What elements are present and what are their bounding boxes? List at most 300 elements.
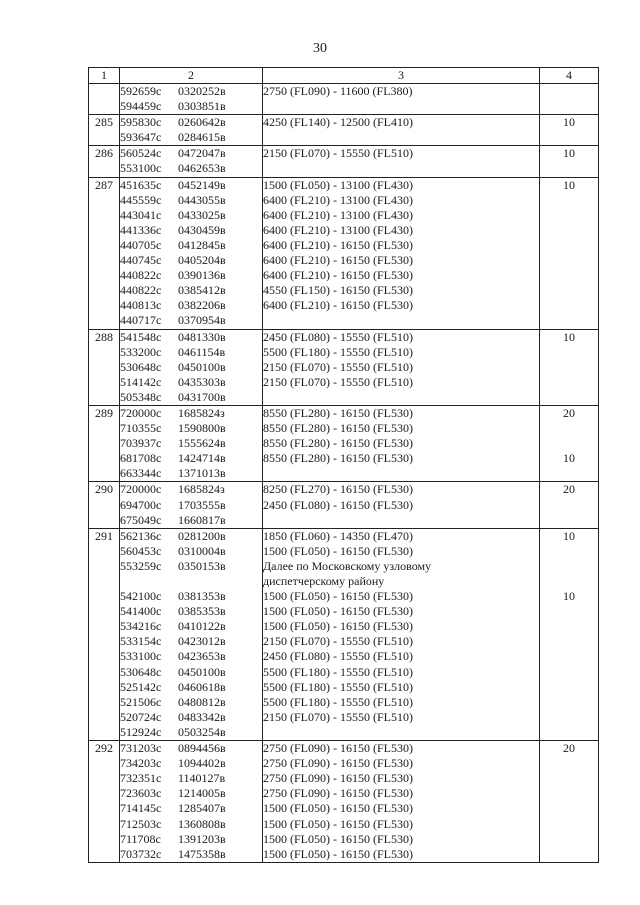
longitude: 0460618в [178,679,226,694]
coordinate-pair [120,786,262,801]
altitude-range: 1500 (FL050) - 16150 (FL530) [263,831,413,846]
altitude-range: 2450 (FL080) - 15550 (FL510) [263,329,413,344]
altitude-range: 5500 (FL180) - 15550 (FL510) [263,694,413,709]
altitude-range [263,130,539,145]
header-col-4: 4 [540,68,599,84]
latitude: 681708с [120,451,162,466]
value-text [540,84,598,99]
coordinate-pair [120,360,262,375]
coordinate-pair [120,193,262,208]
longitude: 0433025в [178,207,226,222]
latitude: 712503с [120,816,162,831]
coordinates-cell [120,528,263,740]
coordinate-pair [120,345,262,360]
table-row [89,84,599,115]
value-cell [540,528,599,740]
value-text [540,436,598,451]
value-text [540,771,598,786]
latitude: 734203с [120,756,162,771]
altitude-range: 8550 (FL280) - 16150 (FL530) [263,451,413,466]
altitude-cell [263,146,540,177]
altitude-range: 4250 (FL140) - 12500 (FL410) [263,115,413,130]
altitude-cell [263,177,540,329]
altitude-range: диспетчерскому району [263,574,385,588]
value-text [540,345,598,360]
altitude-range [263,313,539,328]
coordinates-cell [120,482,263,528]
latitude: 553259с [120,558,162,573]
longitude: 0350153в [178,558,226,573]
value-cell [540,482,599,528]
value-text [540,253,598,268]
longitude: 0480812в [178,694,226,709]
coordinate-pair [120,741,262,756]
altitude-range: 8250 (FL270) - 16150 (FL530) [263,482,413,497]
table-row [89,741,599,863]
altitude-range [263,725,539,740]
value-text [540,559,598,574]
altitude-range: 1500 (FL050) - 16150 (FL530) [263,816,413,831]
longitude: 0483342в [178,709,226,724]
coordinate-pair [120,665,262,680]
longitude: 1371013в [178,466,226,481]
coordinate-pair [120,223,262,238]
value-cell [540,115,599,146]
value-text [540,360,598,375]
longitude: 1685824з [178,482,225,497]
page-number: 30 [313,41,327,56]
coordinate-pair [120,604,262,619]
latitude: 530648с [120,664,162,679]
value-text [540,283,598,298]
latitude: 512924с [120,724,162,739]
table-row [89,482,599,528]
latitude: 731203с [120,741,162,756]
longitude: 1703555в [178,497,226,512]
header-col-3: 3 [263,68,540,84]
altitude-range: 6400 (FL210) - 13100 (FL430) [263,222,413,237]
longitude: 0435303в [178,374,226,389]
longitude: 1555624в [178,436,226,451]
longitude: 0281200в [178,528,226,543]
longitude: 0303851в [178,99,226,114]
longitude: 1094402в [178,756,226,771]
altitude-range [263,466,539,481]
latitude: 703732с [120,846,162,861]
coordinates-cell [120,741,263,863]
value-cell [540,405,599,481]
row-number [89,329,120,405]
coordinate-pair [120,559,262,574]
value-text [540,649,598,664]
coordinate-pair [120,115,262,130]
value-text [540,375,598,390]
value-text: 20 [563,405,575,420]
value-text [540,801,598,816]
table-row [89,405,599,481]
altitude-range: 5500 (FL180) - 15550 (FL510) [263,679,413,694]
longitude: 0452149в [178,177,226,192]
header-col-2: 2 [120,68,263,84]
value-cell [540,146,599,177]
value-text [540,498,598,513]
altitude-range: 1500 (FL050) - 16150 (FL530) [263,619,413,634]
coordinate-pair [120,847,262,862]
value-text [540,817,598,832]
coordinate-pair [120,619,262,634]
coordinate-pair [120,313,262,328]
latitude: 533154с [120,634,162,649]
altitude-range [263,390,539,405]
latitude: 562136с [120,528,162,543]
latitude: 530648с [120,359,162,374]
longitude: 0431700в [178,389,226,404]
coordinate-pair [120,84,262,99]
latitude: 451635с [120,177,162,192]
longitude: 0381353в [178,589,226,604]
table-row [89,329,599,405]
latitude: 534216с [120,619,162,634]
altitude-range: 6400 (FL210) - 16150 (FL530) [263,298,413,313]
altitude-range: 2750 (FL090) - 16150 (FL530) [263,771,413,786]
latitude: 560524с [120,146,162,161]
coordinate-pair [120,283,262,298]
altitude-cell [263,115,540,146]
row-number [89,146,120,177]
longitude: 0423012в [178,634,226,649]
coordinate-pair [120,756,262,771]
value-text [540,847,598,862]
value-text [540,390,598,405]
value-text [540,313,598,328]
altitude-range: 1500 (FL050) - 13100 (FL430) [263,177,413,192]
value-text: 10 [563,589,575,604]
altitude-cell [263,482,540,528]
altitude-range: 5500 (FL180) - 15550 (FL510) [263,664,413,679]
row-number-text: 289 [95,405,113,420]
altitude-range: 1500 (FL050) - 16150 (FL530) [263,589,413,604]
value-text: 10 [563,146,575,161]
coordinate-pair [120,544,262,559]
longitude: 0310004в [178,543,226,558]
coordinate-pair [120,634,262,649]
value-text: 10 [563,115,575,130]
coordinate-pair [120,710,262,725]
table-row [89,177,599,329]
longitude: 0320252в [178,84,226,98]
coordinate-pair [120,161,262,176]
latitude: 440813с [120,298,162,313]
longitude: 0430459в [178,222,226,237]
row-number-text: 286 [95,146,113,161]
coordinates-cell [120,329,263,405]
value-text [540,208,598,223]
longitude: 0481330в [178,329,226,344]
latitude: 440705с [120,237,162,252]
row-number-text [89,84,119,99]
altitude-range: Далее по Московскому узловому [263,558,432,573]
latitude: 694700с [120,497,162,512]
coordinate-pair [120,482,262,497]
coordinates-cell [120,405,263,481]
altitude-range: 2450 (FL080) - 15550 (FL510) [263,649,413,664]
value-text [540,725,598,740]
value-cell [540,84,599,115]
altitude-range: 2150 (FL070) - 15550 (FL510) [263,634,413,649]
longitude: 1140127в [178,771,226,786]
longitude: 1424714в [178,451,226,466]
longitude: 0503254в [178,724,226,739]
latitude: 525142с [120,679,162,694]
coordinates-cell [120,177,263,329]
coordinate-pair [120,817,262,832]
value-text [540,710,598,725]
longitude: 1214005в [178,786,226,801]
latitude: 521506с [120,694,162,709]
value-text [540,268,598,283]
coordinate-pair [120,436,262,451]
longitude: 0423653в [178,649,226,664]
coordinate-pair [120,406,262,421]
value-text [540,298,598,313]
coordinates-cell [120,115,263,146]
coordinate-pair [120,298,262,313]
latitude: 703937с [120,436,162,451]
latitude: 710355с [120,421,162,436]
altitude-range: 2150 (FL070) - 15550 (FL510) [263,146,413,161]
longitude: 1360808в [178,816,226,831]
longitude: 0385412в [178,283,226,298]
latitude: 541400с [120,604,162,619]
altitude-range [263,99,539,114]
altitude-range: 2750 (FL090) - 16150 (FL530) [263,756,413,771]
latitude: 732351с [120,771,162,786]
latitude: 440745с [120,253,162,268]
coordinate-pair [120,466,262,481]
coordinate-pair [120,146,262,161]
value-text: 10 [563,177,575,192]
coordinate-pair [120,832,262,847]
longitude: 0450100в [178,359,226,374]
altitude-cell [263,741,540,863]
row-number-text: 290 [95,482,113,497]
longitude: 1285407в [178,801,226,816]
coordinate-pair [120,529,262,544]
coordinate-pair [120,801,262,816]
row-number-text: 292 [95,741,113,756]
latitude: 593647с [120,130,162,145]
value-text [540,574,598,589]
row-number-text: 285 [95,115,113,130]
coordinate-pair [120,725,262,740]
coordinate-pair [120,574,262,589]
altitude-range: 8550 (FL280) - 16150 (FL530) [263,436,413,451]
altitude-range [263,513,539,528]
row-number-text: 291 [95,528,113,543]
altitude-range: 2150 (FL070) - 15550 (FL510) [263,359,413,374]
latitude: 553100с [120,161,162,176]
latitude: 711708с [120,831,161,846]
latitude: 723603с [120,786,162,801]
coordinate-pair [120,375,262,390]
airspace-table [88,67,599,863]
altitude-cell [263,84,540,115]
coordinate-pair [120,680,262,695]
table-row [89,146,599,177]
altitude-range: 6400 (FL210) - 16150 (FL530) [263,253,413,268]
value-text [540,634,598,649]
latitude: 592659с [120,84,162,98]
coordinate-pair [120,253,262,268]
value-text [540,756,598,771]
altitude-range: 1500 (FL050) - 16150 (FL530) [263,846,413,861]
altitude-range: 1850 (FL060) - 14350 (FL470) [263,528,413,543]
longitude: 0410122в [178,619,226,634]
latitude: 675049с [120,512,162,527]
latitude: 594459с [120,99,162,114]
row-number-text: 287 [95,177,113,192]
longitude: 0260642в [178,115,226,130]
longitude: 0412845в [178,237,226,252]
coordinate-pair [120,589,262,604]
value-text: 10 [563,329,575,344]
latitude: 663344с [120,466,162,481]
value-text [540,223,598,238]
latitude: 714145с [120,801,162,816]
longitude: 1685824з [178,405,225,420]
altitude-range: 6400 (FL210) - 16150 (FL530) [263,237,413,252]
value-text [540,513,598,528]
longitude: 0385353в [178,604,226,619]
altitude-range: 2750 (FL090) - 16150 (FL530) [263,741,413,756]
value-text [540,680,598,695]
value-text [540,695,598,710]
value-cell [540,329,599,405]
latitude: 440822с [120,283,162,298]
coordinates-cell [120,84,263,115]
latitude: 720000с [120,482,162,497]
header-row [89,68,599,84]
coordinate-pair [120,238,262,253]
value-text: 10 [563,528,575,543]
longitude: 0284615в [178,130,226,145]
altitude-range [263,161,539,176]
latitude: 533100с [120,649,162,664]
value-text [540,544,598,559]
value-cell [540,177,599,329]
latitude: 541548с [120,329,162,344]
altitude-range: 1500 (FL050) - 16150 (FL530) [263,801,413,816]
altitude-range: 1500 (FL050) - 16150 (FL530) [263,604,413,619]
value-text [540,238,598,253]
row-number [89,115,120,146]
altitude-range: 6400 (FL210) - 16150 (FL530) [263,268,413,283]
coordinate-pair [120,498,262,513]
coordinate-pair [120,330,262,345]
altitude-cell [263,528,540,740]
coordinate-pair [120,130,262,145]
latitude: 441336с [120,222,162,237]
longitude: 0472047в [178,146,226,161]
longitude: 1475358в [178,846,226,861]
altitude-range: 6400 (FL210) - 13100 (FL430) [263,207,413,222]
value-text [540,466,598,481]
latitude: 533200с [120,344,162,359]
altitude-range: 8550 (FL280) - 16150 (FL530) [263,421,413,436]
latitude: 520724с [120,709,162,724]
latitude: 595830с [120,115,162,130]
longitude: 1590800в [178,421,226,436]
latitude: 560453с [120,543,162,558]
coordinate-pair [120,99,262,114]
row-number [89,405,120,481]
altitude-range: 2150 (FL070) - 15550 (FL510) [263,709,413,724]
latitude: 440717с [120,313,162,328]
altitude-range: 2450 (FL080) - 16150 (FL530) [263,497,413,512]
table-row [89,115,599,146]
altitude-range: 6400 (FL210) - 13100 (FL430) [263,192,413,207]
latitude: 720000с [120,405,162,420]
row-number [89,84,120,115]
coordinate-pair [120,771,262,786]
value-text [540,193,598,208]
value-text [540,99,598,114]
longitude: 0443055в [178,192,226,207]
coordinate-pair [120,208,262,223]
row-number-text: 288 [95,329,113,344]
value-text [540,604,598,619]
value-text [540,161,598,176]
latitude: 445559с [120,192,162,207]
coordinates-cell [120,146,263,177]
longitude: 0461154в [178,344,226,359]
altitude-range: 2750 (FL090) - 16150 (FL530) [263,786,413,801]
longitude: 1391203в [178,831,226,846]
value-text [540,832,598,847]
altitude-range: 2150 (FL070) - 15550 (FL510) [263,374,413,389]
altitude-range: 1500 (FL050) - 16150 (FL530) [263,543,413,558]
table-row [89,528,599,740]
altitude-range: 2750 (FL090) - 11600 (FL380) [263,84,413,98]
altitude-cell [263,405,540,481]
longitude: 0390136в [178,268,226,283]
longitude: 0450100в [178,664,226,679]
longitude: 0462653в [178,161,226,176]
header-col-1: 1 [89,68,120,84]
coordinate-pair [120,421,262,436]
coordinate-pair [120,513,262,528]
coordinate-pair [120,268,262,283]
longitude: 0382206в [178,298,226,313]
latitude: 514142с [120,374,162,389]
latitude: 505348с [120,389,162,404]
coordinate-pair [120,695,262,710]
coordinate-pair [120,451,262,466]
value-text: 10 [563,451,575,466]
latitude: 443041с [120,207,162,222]
longitude: 0405204в [178,253,226,268]
longitude: 1660817в [178,512,226,527]
altitude-range: 4550 (FL150) - 16150 (FL530) [263,283,413,298]
value-text [540,665,598,680]
value-text: 20 [563,482,575,497]
row-number [89,177,120,329]
value-cell [540,741,599,863]
value-text [540,421,598,436]
value-text [540,786,598,801]
altitude-cell [263,329,540,405]
longitude: 0894456в [178,741,226,756]
